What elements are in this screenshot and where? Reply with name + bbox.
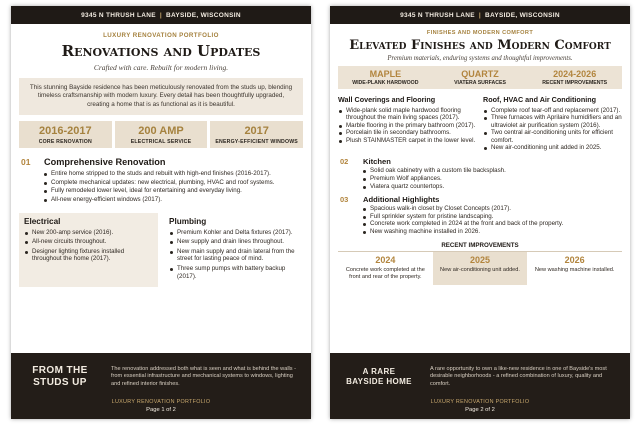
page-2 <box>330 6 630 419</box>
recent-year: 2024 <box>375 254 396 265</box>
footer-text: The renovation addressed both what is seen and what is behind the walls - from essential infrastructure and mechanical systems to windows, lighting and refined interior finishes. <box>111 366 297 387</box>
list-item: Premium Wolf appliances. <box>362 175 620 183</box>
footer-brand: LUXURY RENOVATION PORTFOLIO <box>111 399 211 405</box>
address-street: 9345 N THRUSH LANE <box>400 11 475 19</box>
list-item: Two central air-conditioning units for efficient comfort. <box>483 129 622 144</box>
recent-year: 2025 <box>469 254 491 265</box>
footer-heading-line1: FROM THE <box>32 365 88 376</box>
recent-text: Concrete work completed at the front and rear of the property. <box>345 266 425 280</box>
list-item: All-new energy-efficient windows (2017). <box>43 196 301 205</box>
features-band <box>338 66 622 89</box>
systems-columns <box>19 213 303 288</box>
list-item: Porcelain tile in secondary bathrooms. <box>338 129 477 136</box>
list-item: Designer lighting fixtures installed throughout the home (2017). <box>24 248 153 263</box>
stat-value: 2017 <box>244 125 269 138</box>
list-item: Solid oak cabinetry with a custom tile backsplash. <box>362 167 620 175</box>
address-street: 9345 N THRUSH LANE <box>81 11 156 19</box>
footer-heading-line2: STUDS UP <box>33 377 87 388</box>
roof-hvac-box <box>483 95 622 151</box>
list-item: Three furnaces with Aprilaire humidifiers and an ultraviolet air purification system (2016). <box>483 114 622 129</box>
feature-value: MAPLE <box>369 69 402 79</box>
address-bar <box>330 6 630 24</box>
address-separator: | <box>478 11 481 19</box>
wall-flooring-list <box>338 107 477 144</box>
section-title: Additional Highlights <box>363 195 440 205</box>
recent-text: New air-conditioning unit added. <box>440 266 520 273</box>
list-item: Marble flooring in the primary bathroom (2017). <box>338 122 477 129</box>
section-number: 02 <box>340 157 349 167</box>
section-additional-highlights <box>340 195 620 235</box>
recent-improvements <box>338 251 622 285</box>
stat-value: 200 AMP <box>138 125 184 138</box>
list-item: New main supply and drain lateral from the street for lasting peace of mind. <box>169 248 298 263</box>
feature-quartz <box>433 66 528 89</box>
footer-heading-line1: A RARE <box>362 367 396 376</box>
kicker: LUXURY RENOVATION PORTFOLIO <box>103 32 219 39</box>
finishes-columns <box>338 95 622 151</box>
list-item: Premium Kohler and Delta fixtures (2017). <box>169 229 298 237</box>
list-item: Fully remodeled lower level, ideal for entertaining and everyday living. <box>43 187 301 196</box>
recent-year: 2026 <box>564 254 585 265</box>
stat-label: ENERGY-EFFICIENT WINDOWS <box>215 139 298 146</box>
stats-row <box>19 121 303 148</box>
list-item: New 200-amp service (2016). <box>24 229 153 237</box>
recent-improvements-title: RECENT IMPROVEMENTS <box>441 241 519 249</box>
wall-flooring-title: Wall Coverings and Flooring <box>338 95 436 104</box>
list-item: Complete mechanical updates: new electrical, plumbing, HVAC and roof systems. <box>43 179 301 188</box>
electrical-list <box>24 229 153 263</box>
intro-paragraph: This stunning Bayside residence has been meticulously renovated from the studs up, blending timeless craftsmanship with modern luxury. Every detail has been thoughtfully upgraded, creating a home that is as functional as it is beautiful. <box>19 78 303 115</box>
page-footer <box>330 353 630 419</box>
section-title: Kitchen <box>363 157 391 167</box>
recent-2025 <box>433 252 528 285</box>
feature-recent <box>527 66 622 89</box>
kicker: FINISHES AND MODERN COMFORT <box>426 30 534 36</box>
feature-maple <box>338 66 433 89</box>
stat-label: ELECTRICAL SERVICE <box>130 139 192 146</box>
list-item: Spacious walk-in closet by Closet Concepts (2017). <box>362 205 620 213</box>
feature-value: 2024-2026 <box>553 69 597 79</box>
list-item: Entire home stripped to the studs and rebuilt with high-end finishes (2016-2017). <box>43 170 301 179</box>
list-item: Plush STAINMASTER carpet in the lower level. <box>338 137 477 144</box>
highlights-list <box>362 205 620 235</box>
list-item: Viatera quartz countertops. <box>362 183 620 191</box>
stat-electrical-service <box>115 121 208 148</box>
list-item: All-new circuits throughout. <box>24 238 153 246</box>
list-item: Complete roof tear-off and replacement (2017). <box>483 107 622 114</box>
section-comprehensive-renovation <box>21 157 301 204</box>
feature-label: VIATERA SURFACES <box>454 80 506 86</box>
stat-core-renovation <box>19 121 112 148</box>
page-title: Renovations and Updates <box>61 42 261 60</box>
kitchen-list <box>362 167 620 190</box>
plumbing-title: Plumbing <box>169 216 207 226</box>
address-city: BAYSIDE, WISCONSIN <box>485 11 560 19</box>
section-number: 01 <box>21 157 31 168</box>
list-item: New washing machine installed in 2026. <box>362 228 620 236</box>
list-item: Wide-plank solid maple hardwood flooring throughout the main living spaces (2017). <box>338 107 477 122</box>
recent-text: New washing machine installed. <box>534 266 615 273</box>
electrical-title: Electrical <box>24 216 61 226</box>
footer-text: A rare opportunity to own a like-new residence in one of Bayside's most desirable neighborhoods - a refined combination of luxury, quality and comfort. <box>430 366 607 387</box>
feature-label: RECENT IMPROVEMENTS <box>542 80 608 86</box>
feature-value: QUARTZ <box>461 69 499 79</box>
roof-hvac-title: Roof, HVAC and Air Conditioning <box>483 95 596 104</box>
roof-hvac-list <box>483 107 622 151</box>
address-bar <box>11 6 311 24</box>
section-number: 03 <box>340 195 349 205</box>
recent-2026 <box>527 252 622 285</box>
plumbing-box <box>166 213 303 288</box>
address-separator: | <box>159 11 162 19</box>
list-item: New air-conditioning unit added in 2025. <box>483 144 622 151</box>
stat-windows <box>210 121 303 148</box>
page-1 <box>11 6 311 419</box>
tagline: Premium materials, enduring systems and thoughtful improvements. <box>387 55 573 62</box>
footer-heading-line2: BAYSIDE HOME <box>346 377 412 386</box>
page-title: Elevated Finishes and Modern Comfort <box>349 38 611 53</box>
section-kitchen <box>340 157 620 190</box>
plumbing-list <box>169 229 298 281</box>
stat-value: 2016-2017 <box>39 125 92 138</box>
section-title: Comprehensive Renovation <box>44 157 166 168</box>
tagline: Crafted with care. Rebuilt for modern living. <box>93 63 229 72</box>
footer-heading <box>19 365 101 389</box>
page-footer <box>11 353 311 419</box>
page-number: Page 2 of 2 <box>465 407 495 413</box>
page-number: Page 1 of 2 <box>146 407 176 413</box>
electrical-box <box>19 213 158 288</box>
recent-2024 <box>338 252 433 285</box>
wall-flooring-box <box>338 95 477 151</box>
list-item: Concrete work completed in 2024 at the front and back of the property. <box>362 220 620 228</box>
address-city: BAYSIDE, WISCONSIN <box>166 11 241 19</box>
list-item: Three sump pumps with battery backup (2017). <box>169 265 298 280</box>
feature-label: WIDE-PLANK HARDWOOD <box>352 80 419 86</box>
footer-heading <box>338 367 420 387</box>
renovation-list <box>43 170 301 204</box>
stat-label: CORE RENOVATION <box>38 139 92 146</box>
footer-brand: LUXURY RENOVATION PORTFOLIO <box>430 399 530 405</box>
list-item: Full sprinkler system for pristine landscaping. <box>362 213 620 221</box>
list-item: New supply and drain lines throughout. <box>169 238 298 246</box>
